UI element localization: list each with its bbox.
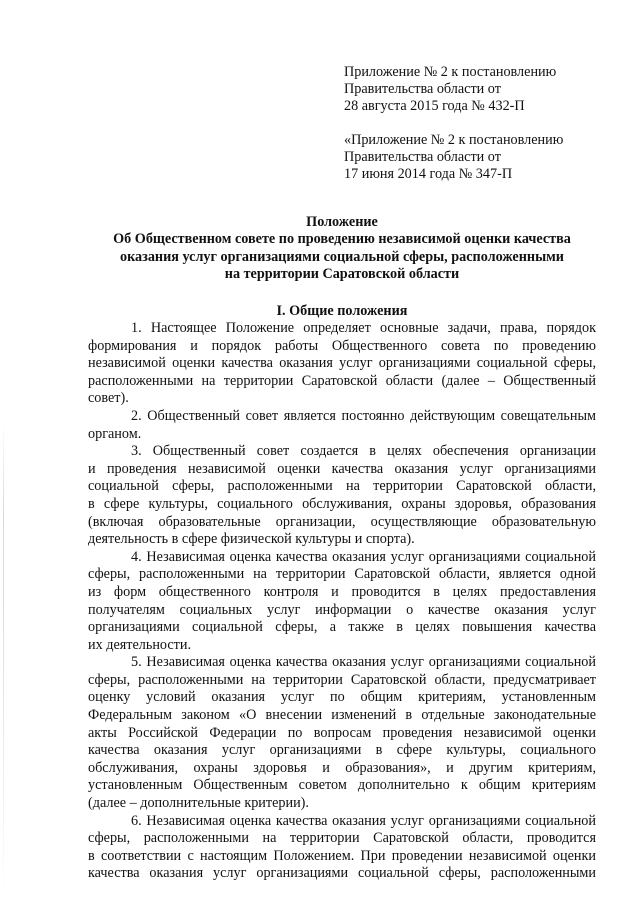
paragraph-line: независимой оценки качества оказания услуг организациями социальной сферы,: [88, 355, 596, 372]
scan-edge-line: [3, 420, 4, 900]
paragraph-line: их деятельности.: [88, 636, 191, 653]
paragraph-line: расположенными на территории Саратовской области (далее – Общественный: [88, 372, 596, 389]
paragraph-line: и проведения независимой оценки качества оказания услуг организациями: [88, 460, 596, 477]
paragraph-line: в соответствии с настоящим Положением. При проведении независимой оценки: [88, 847, 596, 864]
paragraph-line: в сфере культуры, социального обслуживания, охраны здоровья, образования: [88, 495, 596, 512]
title-line: Положение: [306, 214, 378, 230]
paragraph-line: организациями социальной сферы, а также в целях повышения качества: [88, 619, 596, 636]
paragraph-line: получателям социальных услуг информации о качестве оказания услуг: [88, 601, 596, 618]
appendix-current-reference: [344, 64, 614, 116]
section-heading: I. Общие положения: [276, 303, 408, 319]
paragraph-line: органом.: [88, 425, 142, 442]
paragraph-line: 3. Общественный совет создается в целях обеспечения организации: [131, 443, 596, 460]
paragraph-line: Федеральным законом «О внесении изменений в отдельные законодательные: [88, 707, 596, 724]
document-title: [88, 214, 596, 284]
title-line: оказания услуг организациями социальной сферы, расположенными: [119, 248, 564, 265]
paragraph-line: из форм общественного контроля и проводится в целях предоставления: [88, 583, 596, 600]
paragraph-line: 1. Настоящее Положение определяет основные задачи, права, порядок: [131, 320, 596, 336]
paragraph-line: 5. Независимая оценка качества оказания услуг организациями социальной: [131, 654, 596, 671]
title-line: Об Общественном совете по проведению независимой оценки качества: [113, 231, 571, 248]
section-body: [88, 320, 596, 883]
appendix-line: 28 августа 2015 года № 432-П: [344, 98, 525, 115]
appendix-line: Правительства области от: [344, 149, 501, 166]
paragraph-line: 2. Общественный совет является постоянно действующим совещательным: [131, 407, 596, 424]
paragraph-line: деятельность в сфере физической культуры и спорта).: [88, 531, 415, 548]
appendix-line: 17 июня 2014 года № 347-П: [344, 166, 513, 183]
appendix-line: Правительства области от: [344, 81, 501, 98]
appendix-previous-reference: [344, 132, 614, 184]
paragraph-line: совет).: [88, 390, 129, 407]
appendix-line: «Приложение № 2 к постановлению: [344, 132, 564, 148]
paragraph-line: качества оказания услуг организациями в сфере культуры, социального: [88, 742, 596, 759]
paragraph-line: акты Российской Федерации по вопросам проведения независимой оценки: [88, 724, 596, 741]
paragraph-line: установленным Общественным советом дополнительно к общим критериям: [88, 777, 596, 794]
appendix-line: Приложение № 2 к постановлению: [344, 64, 557, 80]
paragraph-line: (включая образовательные организации, осуществляющие образовательную: [88, 513, 596, 530]
paragraph-line: оценку условий оказания услуг по общим критериям, установленным: [88, 689, 596, 706]
paragraph-line: обслуживания, охраны здоровья и образования», и другим критериям,: [88, 759, 596, 776]
title-line: на территории Саратовской области: [224, 266, 460, 283]
paragraph-line: 4. Независимая оценка качества оказания услуг организациями социальной: [131, 548, 596, 565]
paragraph-line: формирования и порядок работы Общественного совета по проведению: [88, 337, 596, 354]
paragraph-line: сферы, расположенными на территории Саратовской области, является одной: [88, 566, 596, 583]
paragraph-line: качества оказания услуг организациями социальной сферы, расположенными: [88, 865, 596, 882]
paragraph-line: сферы, расположенными на территории Саратовской области, предусматривает: [88, 671, 596, 688]
paragraph-line: 6. Независимая оценка качества оказания услуг организациями социальной: [131, 812, 596, 829]
paragraph-line: (далее – дополнительные критерии).: [88, 795, 309, 812]
paragraph-line: социальной сферы, расположенными на территории Саратовской области,: [88, 478, 596, 495]
paragraph-line: сферы, расположенными на территории Саратовской области, проводится: [88, 830, 596, 847]
